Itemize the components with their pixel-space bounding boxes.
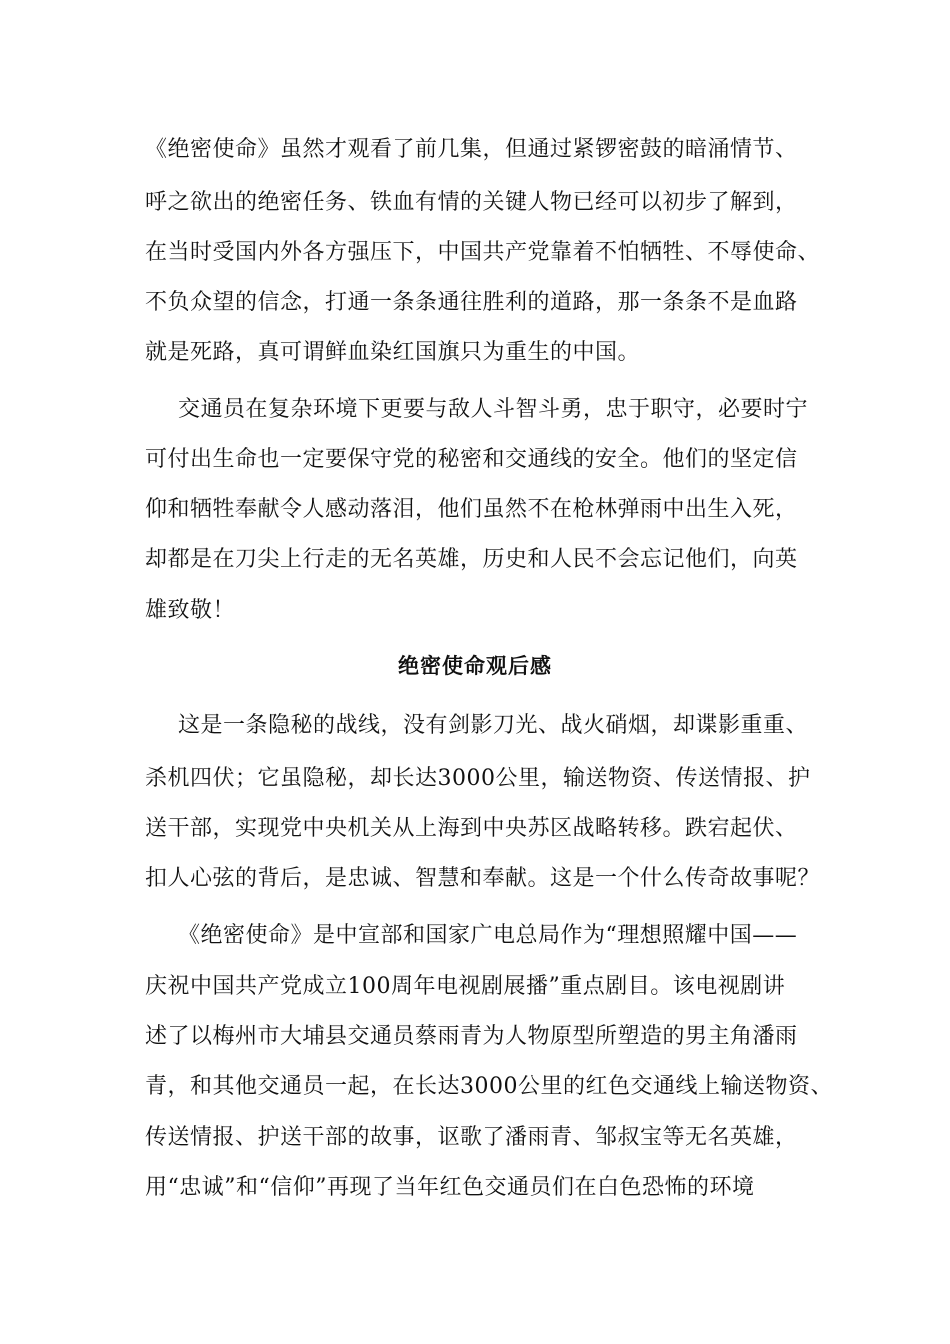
paragraph-4-line-4: 青，和其他交通员一起，在长达3000公里的红色交通线上输送物资、 bbox=[145, 1074, 833, 1099]
paragraph-1-line-1: 《绝密使命》虽然才观看了前几集，但通过紧锣密鼓的暗涌情节、 bbox=[145, 137, 798, 162]
paragraph-4-line-5: 传送情报、护送干部的故事，讴歌了潘雨青、邹叔宝等无名英雄， bbox=[145, 1125, 798, 1150]
paragraph-1-line-5: 就是死路，真可谓鲜血染红国旗只为重生的中国。 bbox=[145, 340, 641, 365]
paragraph-3-line-1: 这是一条隐秘的战线，没有剑影刀光、战火硝烟，却谍影重重、 bbox=[178, 713, 809, 738]
paragraph-2-line-5: 雄致敬！ bbox=[145, 598, 236, 623]
paragraph-2-line-1: 交通员在复杂环境下更要与敌人斗智斗勇，忠于职守，必要时宁 bbox=[178, 397, 809, 422]
paragraph-1-line-2: 呼之欲出的绝密任务、铁血有情的关键人物已经可以初步了解到， bbox=[145, 190, 798, 215]
paragraph-4-line-3: 述了以梅州市大埔县交通员蔡雨青为人物原型所塑造的男主角潘雨 bbox=[145, 1024, 798, 1049]
paragraph-4-line-6: 用“忠诚”和“信仰”再现了当年红色交通员们在白色恐怖的环境 bbox=[145, 1175, 755, 1200]
paragraph-4-line-2: 庆祝中国共产党成立100周年电视剧展播”重点剧目。该电视剧讲 bbox=[145, 974, 786, 999]
paragraph-2-line-2: 可付出生命也一定要保守党的秘密和交通线的安全。他们的坚定信 bbox=[145, 447, 798, 472]
paragraph-3-line-3: 送干部，实现党中央机关从上海到中央苏区战略转移。跌宕起伏、 bbox=[145, 816, 798, 841]
paragraph-2-line-3: 仰和牺牲奉献令人感动落泪，他们虽然不在枪林弹雨中出生入死， bbox=[145, 497, 798, 522]
paragraph-1-line-3: 在当时受国内外各方强压下，中国共产党靠着不怕牺牲、不辱使命、 bbox=[145, 240, 821, 265]
paragraph-4-line-1: 《绝密使命》是中宣部和国家广电总局作为“理想照耀中国—— bbox=[178, 923, 798, 948]
section-title: 绝密使命观后感 bbox=[398, 654, 552, 678]
paragraph-3-line-2: 杀机四伏；它虽隐秘，却长达3000公里，输送物资、传送情报、护 bbox=[145, 766, 811, 791]
paragraph-2-line-4: 却都是在刀尖上行走的无名英雄，历史和人民不会忘记他们，向英 bbox=[145, 547, 798, 572]
paragraph-3-line-4: 扣人心弦的背后，是忠诚、智慧和奉献。这是一个什么传奇故事呢？ bbox=[145, 866, 821, 891]
paragraph-1-line-4: 不负众望的信念，打通一条条通往胜利的道路，那一条条不是血路 bbox=[145, 290, 798, 315]
